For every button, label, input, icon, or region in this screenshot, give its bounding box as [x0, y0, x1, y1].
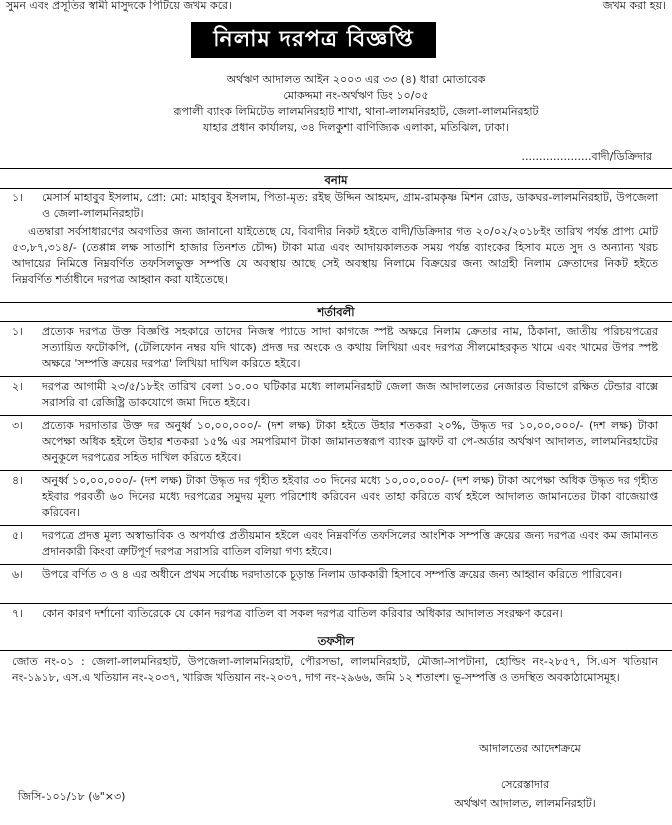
condition-number: ২।: [12, 380, 24, 393]
condition-text: দরপত্র আগামী ২৩/৫/১৮ইং তারিখ বেলা ১০.০০ ঘটিকার মধ্যে লালমনিরহাট জেলা জজ আদালতের নেজারত বিভাগে রক্ষিত টেন্ডার বাক্সে সরাসরি বা রেজিষ্ট্রি ডাকযোগে জমা দিতে হইবে।: [42, 380, 658, 409]
plaintiff-label: ....................বাদী/ডিক্রিদার: [521, 150, 652, 163]
divider: [0, 603, 672, 604]
condition-number: ৩।: [12, 419, 24, 432]
divider: [0, 321, 672, 322]
condition-item: [12, 567, 658, 583]
case-header: [100, 72, 612, 136]
condition-number: ৭।: [12, 607, 24, 620]
divider: [0, 650, 672, 651]
condition-text: প্রত্যেক দরপত্র উক্ত বিজ্ঞপ্তি সহকারে তাদের নিজস্ব প্যাডে সাদা কাগজে স্পষ্ট অক্ষরে নিলাম ক্রেতার নাম, ঠিকানা, জাতীয় পরিচয়পত্রের সত্যায়িত ফটোকপি, (টেলিফোন নম্বর যদি থাকে) প্রদত্ত দর অংকে ও কথায় লিখিয়া এবং দরপত্র সীলমোহরকৃত খামে এবং খামের উপর স্পষ্ট অক্ষরে 'সম্পত্তি ক্রয়ের দরপত্র' লিখিয়া দাখিল করিতে হইবে।: [42, 325, 658, 370]
condition-text: দরপত্রে প্রদত্ত মূল্য অস্বাভাবিক ও অপর্যাপ্ত প্রতীয়মান হইলে এবং নিম্নবর্ণিত তফসিলের আংশিক সম্পত্তি ক্রয়ের জন্য দরপত্র এবং কম জামানত প্রদানকারী কিংবা ত্রুটিপূর্ণ দরপত্র সরাসরি বাতিল বলিয়া গণ্য হইবে।: [42, 529, 658, 558]
conditions-heading: শর্তাবলী: [317, 305, 355, 319]
condition-number: ৬।: [12, 568, 24, 581]
notice-paragraph: এতদ্বারা সর্বসাধারণের অবগতির জন্য জানানো যাইতেছে যে, বিবাদীর নিকট হইতে বাদী/ডিক্রিদার গত ২০/০২/২০১৮ইং তারিখ পর্যন্ত প্রাপ্য মোট ৫৩,৮৭,৩১৪/- (তেপ্পান্ন লক্ষ সাতাশি হাজার তিনশত চৌদ্দ) টাকা মাত্র এবং আদায়কালতক সময় পর্যন্ত ব্যাংকের হিসাব মতে সুদ ও অন্যান্য খরচ আদায়ের নিমিত্তে নিম্নবর্ণিত তফসিলভুক্ত সম্পত্তি যে অবস্থায় আছে সেই অবস্থায় নিলামে বিক্রয়ের জন্য আগ্রহী নিলাম ক্রেতাদের নিকট হইতে নিম্নবর্ণিত শর্তাধীনে দরপত্র আহ্বান করা যাইতেছে।: [12, 225, 658, 286]
condition-text: কোন কারণ দর্শানো ব্যতিরেকে যে কোন দরপত্র বাতিল বা সকল দরপত্র বাতিল করিবার অধিকার আদালত সংরক্ষণ করেন।: [42, 607, 563, 620]
condition-number: ১।: [12, 325, 24, 338]
gd-reference: জিসি-১০১/১৮ (৬"×৩): [18, 790, 126, 803]
condition-text: প্রত্যেক দরদাতার উক্ত দর অনুর্ধ্ব ১০,০০,০০০/- (দশ লক্ষ) টাকা হইতে উহার শতকরা ২০%, উদ্ধৃত দর ১০,০০,০০০/- (দশ লক্ষ) টাকা অপেক্ষা অধিক হইলে উহার শতকরা ১৫% এর সমপরিমাণ টাকা জামানতস্বরূপ ব্যাংক ড্রাফট বা পে-অর্ডার অর্থঋণ আদালত, লালমনিরহাটের অনুকূলে দরপত্রের সহিত দাখিল করিতে হইবে।: [42, 419, 658, 464]
condition-item: [12, 606, 658, 622]
signature-title: সেরেস্তাদার: [500, 778, 550, 791]
notice-title: নিলাম দরপত্র বিজ্ঞপ্তি: [191, 22, 436, 58]
header-line-4: যাহার প্রধান কার্যালয়, ৩৪ দিলকুশা বাণিজ্যিক এলাকা, মতিঝিল, ঢাকা।: [202, 121, 510, 134]
header-line-2: মোকদ্দমা নং-অর্থঋণ ডিং ১০/০৫: [283, 89, 429, 102]
previous-article-strip: [6, 0, 666, 16]
header-line-1: অর্থঋণ আদালত আইন ২০০৩ এর ৩৩ (৪) ধারা মোতাবেক: [226, 73, 486, 86]
divider: [0, 525, 672, 526]
condition-item: [12, 418, 658, 466]
divider: [0, 564, 672, 565]
defendant-text: মেসার্স মাহাবুব ইসলাম, প্রো: মো: মাহাবুব ইসলাম, পিতা-মৃত: রইছ উদ্দিন আহমদ, গ্রাম-রামকৃষ্ণ মিশন রোড, ডাকঘর-লালমনিরহাট, উপজেলা ও জেলা-লালমনিরহাট।: [42, 191, 658, 220]
defendant-entry: [12, 190, 658, 222]
condition-number: ৪।: [12, 474, 24, 487]
schedule-text: জোত নং-০১ : জেলা-লালমনিরহাট, উপজেলা-লালমনিরহাট, পৌরসভা, লালমনিরহাট, মৌজা-সাপটানা, হোল্ডিং নং-২৮৫৭, সি.এস খতিয়ান নং-১৯১৮, এস.এ খতিয়ান নং-২০৩৭, খারিজ খতিয়ান নং-২০৩৭, দাগ নং-২৯৬৬, জমি ১২ শতাংশ। ভূ-সম্পত্তি ও তদস্থিত অবকাঠামোসমূহ।: [12, 655, 658, 684]
divider: [0, 470, 672, 471]
condition-item: [12, 379, 658, 411]
divider: [0, 188, 672, 189]
schedule-heading: তফসীল: [317, 634, 355, 648]
condition-item: [12, 528, 658, 560]
condition-number: ৫।: [12, 529, 24, 542]
previous-article-right: জখম করা হয়।: [602, 0, 666, 12]
versus-heading: বনাম: [324, 173, 348, 187]
condition-text: অনুর্ধ্ব ১০,০০,০০০/- (দশ লক্ষ) টাকা উদ্ধৃত দর গৃহীত হইবার ৩০ দিনের মধ্যে ১০,০০,০০০/- (দশ লক্ষ) টাকা অপেক্ষা অধিক উদ্ধৃত দর গৃহীত হইবার পরবর্তী ৬০ দিনের মধ্যে দরপত্রের সমুদয় মূল্য পরিশোধ করিবেন এবং তাহা করিতে ব্যর্থ হইলে আদালত জামানতের টাকা বাজেয়াপ্ত করিবেন।: [42, 474, 658, 519]
signature-office: অর্থঋণ আদালত, লালমনিরহাট।: [454, 797, 596, 810]
signature-block: [410, 776, 640, 814]
condition-text: উপরে বর্ণিত ৩ ও ৪ এর অধীনে প্রথম সর্বোচ্চ দরদাতাকে চূড়ান্ত নিলাম ডাককারী হিসাবে সম্পত্তি ক্রয়ের জন্য আহ্বান করিতে পারিবেন।: [42, 568, 623, 581]
divider: [0, 302, 672, 303]
divider: [0, 415, 672, 416]
condition-item: [12, 324, 658, 372]
court-order-line: আদালতের আদেশক্রমে: [479, 742, 581, 755]
header-line-3: রূপালী ব্যাংক লিমিটেড লালমনিরহাট শাখা, থানা-লালমনিরহাট, জেলা-লালমনিরহাট: [173, 105, 539, 118]
previous-article-left: সুমন এবং প্রসূতির স্বামী মাসুদকে পিটিয়ে জখম করে।: [6, 0, 233, 12]
divider: [0, 376, 672, 377]
divider: [0, 168, 672, 169]
defendant-number: ১।: [12, 191, 24, 204]
condition-item: [12, 473, 658, 521]
